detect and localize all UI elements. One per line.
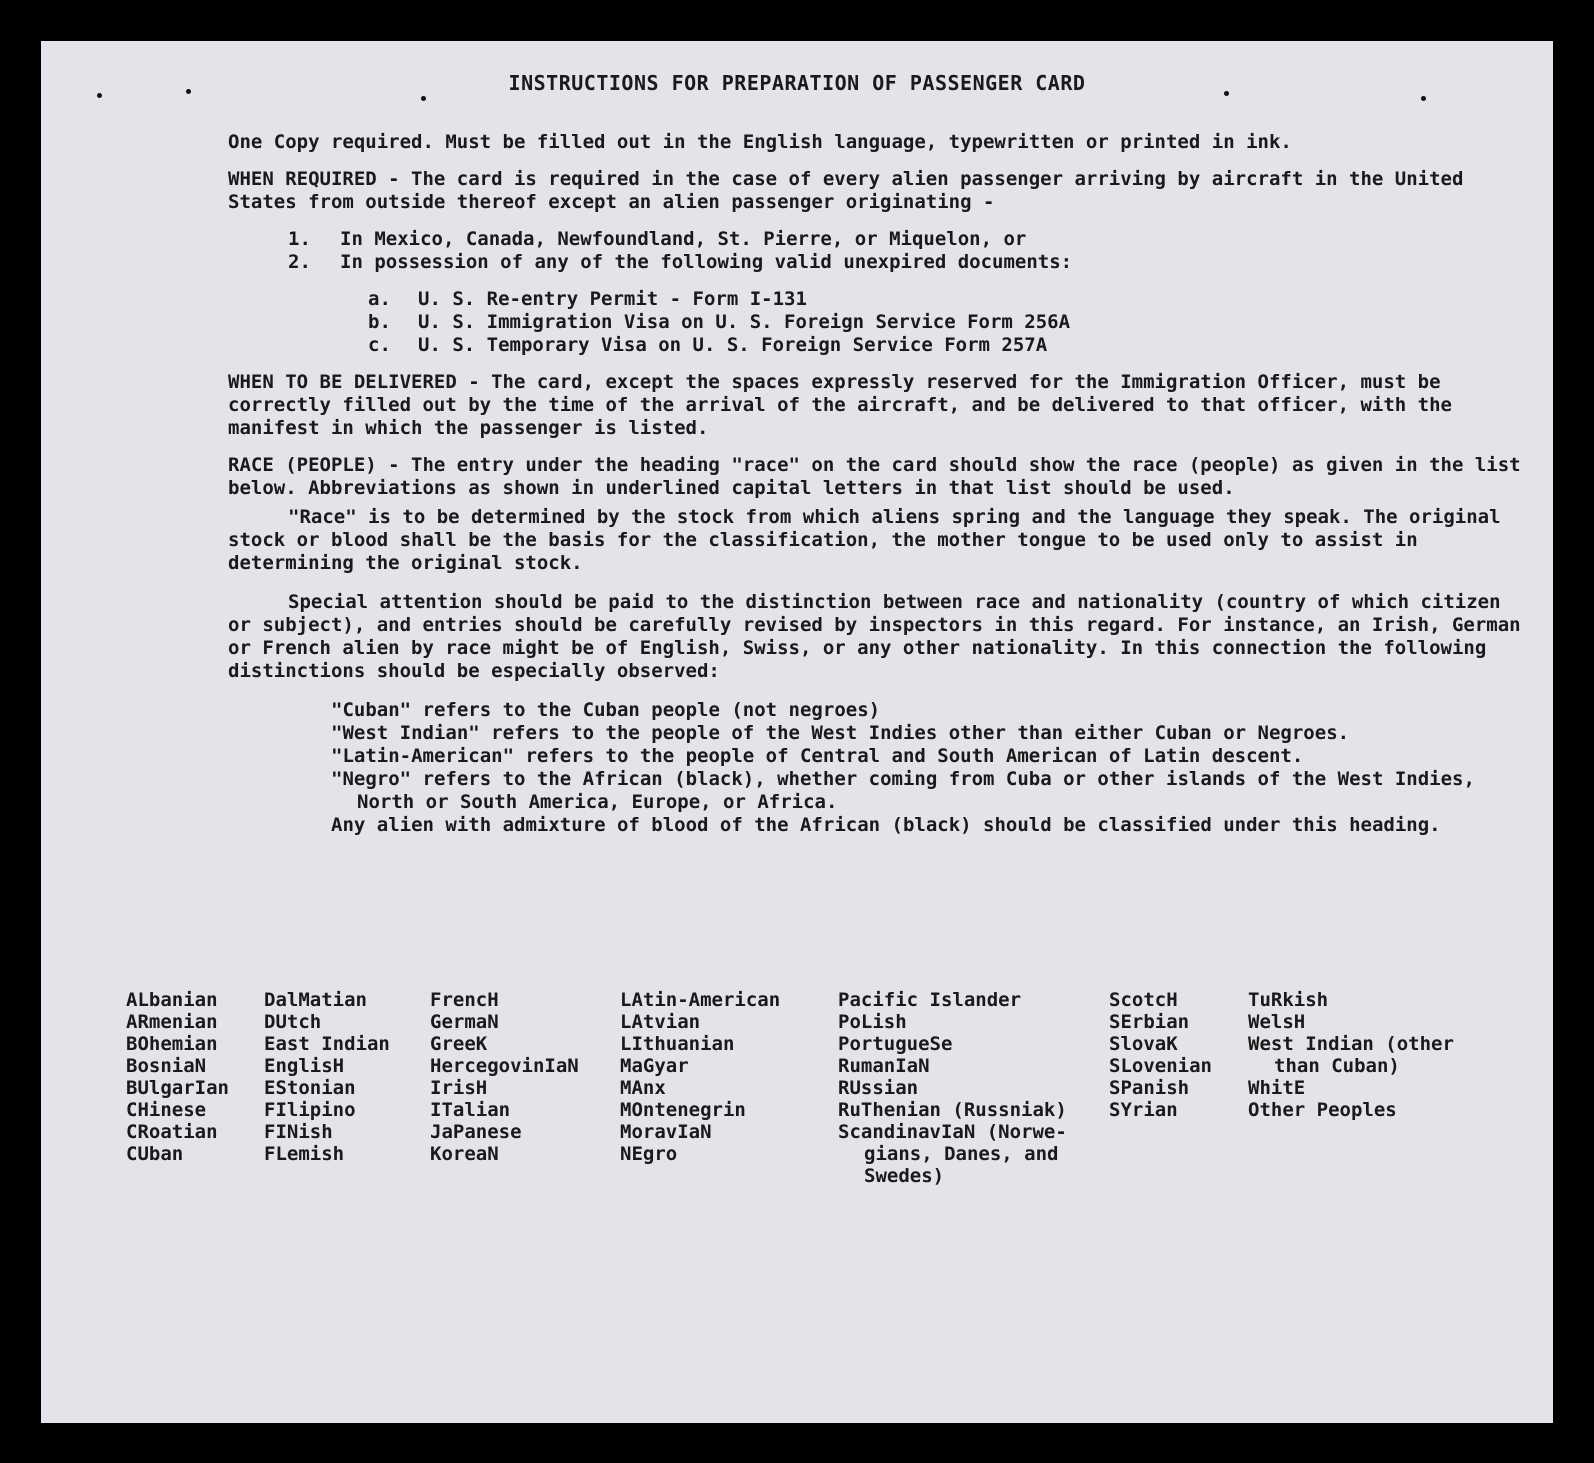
race-item: FrencH (430, 989, 499, 1011)
race-item: ScandinavIaN (Norwe- (838, 1121, 1067, 1143)
race-item: KoreaN (430, 1143, 499, 1165)
document-list (368, 288, 1528, 357)
page-title: INSTRUCTIONS FOR PREPARATION OF PASSENGER CARD (508, 71, 1086, 95)
speck-mark (421, 96, 426, 101)
race-item: CRoatian (126, 1121, 218, 1143)
race-item: WelsH (1248, 1011, 1306, 1033)
race-item: FINish (264, 1121, 333, 1143)
race-item: MoravIaN (620, 1121, 712, 1143)
race-item: BUlgarIan (126, 1077, 229, 1099)
race-item: Pacific Islander (838, 989, 1022, 1011)
race-item: West Indian (other (1248, 1033, 1454, 1055)
race-item: NEgro (620, 1143, 678, 1165)
race-item: RuThenian (Russniak) (838, 1099, 1067, 1121)
race-item: JaPanese (430, 1121, 522, 1143)
special-attention-paragraph: Special attention should be paid to the distinction between race and nationality (country of which citizen or subject), and entries should be carefully revised by inspectors in this regard. For instance, an Irish, German or French alien by race might be of English, Swiss, or any other nationality. In this connection the following distinctions should be especially observed: (228, 591, 1521, 682)
race-item: DalMatian (264, 989, 367, 1011)
list-item: 2. In possession of any of the following valid unexpired documents: (288, 251, 1073, 273)
race-item: EnglisH (264, 1055, 345, 1077)
race-item: FIlipino (264, 1099, 356, 1121)
origin-list (288, 228, 1528, 274)
race-column-2 (264, 989, 390, 1165)
race-item: LIthuanian (620, 1033, 735, 1055)
definition-item: "Negro" refers to the African (black), whether coming from Cuba or other islands of the West Indies, North or South America, Europe, or Africa. (331, 768, 1475, 813)
race-item: PortugueSe (838, 1033, 953, 1055)
race-item: than Cuban) (1274, 1055, 1400, 1077)
race-item: LAtvian (620, 1011, 701, 1033)
race-item: GermaN (430, 1011, 499, 1033)
race-item: SYrian (1109, 1099, 1178, 1121)
race-item: CUban (126, 1143, 184, 1165)
race-column-1 (126, 989, 229, 1165)
definition-item: "Latin-American" refers to the people of Central and South American of Latin descent. (331, 745, 1304, 767)
race-column-3 (430, 989, 579, 1165)
definition-item: "West Indian" refers to the people of the West Indies other than either Cuban or Negroes. (331, 722, 1350, 744)
race-item: CHinese (126, 1099, 207, 1121)
list-item: a. U. S. Re-entry Permit - Form I-131 (368, 288, 807, 310)
race-item: MaGyar (620, 1055, 689, 1077)
race-item: LAtin-American (620, 989, 781, 1011)
race-item: Other Peoples (1248, 1099, 1397, 1121)
race-item: East Indian (264, 1033, 390, 1055)
list-item: b. U. S. Immigration Visa on U. S. Foreign Service Form 256A (368, 311, 1071, 333)
race-people-paragraph: RACE (PEOPLE) - The entry under the heading "race" on the card should show the race (people) as given in the list below. Abbreviations as shown in underlined capital letters in that list should be used. (228, 454, 1521, 499)
race-item: ITalian (430, 1099, 511, 1121)
race-item: SErbian (1109, 1011, 1190, 1033)
race-item: MAnx (620, 1077, 666, 1099)
race-item: MOntenegrin (620, 1099, 746, 1121)
race-item: EStonian (264, 1077, 356, 1099)
race-item: GreeK (430, 1033, 488, 1055)
when-delivered-paragraph: WHEN TO BE DELIVERED - The card, except the spaces expressly reserved for the Immigration Officer, must be correctly filled out by the time of the arrival of the aircraft, and be delivered to that officer, with the manifest in which the passenger is listed. (228, 371, 1452, 439)
speck-mark (1421, 96, 1426, 101)
race-column-5 (838, 989, 1067, 1187)
race-item: SLovenian (1109, 1055, 1212, 1077)
race-item: Swedes) (864, 1165, 945, 1187)
race-determined-paragraph: "Race" is to be determined by the stock from which aliens spring and the language they speak. The original stock or blood shall be the basis for the classification, the mother tongue to be used only to assist in determining the original stock. (228, 506, 1501, 574)
definitions-list (331, 699, 1528, 837)
list-item: 1. In Mexico, Canada, Newfoundland, St. Pierre, or Miquelon, or (288, 228, 1027, 250)
definition-item: "Cuban" refers to the Cuban people (not negroes) (331, 699, 881, 721)
race-column-6 (1109, 989, 1212, 1121)
race-item: DUtch (264, 1011, 322, 1033)
intro-paragraph: One Copy required. Must be filled out in the English language, typewritten or printed in ink. (228, 131, 1292, 153)
race-column-4 (620, 989, 780, 1165)
document-page (41, 41, 1553, 1423)
race-item: ScotcH (1109, 989, 1178, 1011)
race-item: gians, Danes, and (864, 1143, 1059, 1165)
race-item: FLemish (264, 1143, 345, 1165)
race-item: PoLish (838, 1011, 907, 1033)
race-item: RUssian (838, 1077, 919, 1099)
definition-item: Any alien with admixture of blood of the African (black) should be classified under this heading. (331, 814, 1441, 836)
race-item: ARmenian (126, 1011, 218, 1033)
race-item: WhitE (1248, 1077, 1306, 1099)
race-item: HercegovinIaN (430, 1055, 579, 1077)
race-item: BOhemian (126, 1033, 218, 1055)
race-item: TuRkish (1248, 989, 1329, 1011)
race-item: ALbanian (126, 989, 218, 1011)
instructions-body (228, 131, 1528, 837)
race-item: RumanIaN (838, 1055, 930, 1077)
race-item: SPanish (1109, 1077, 1190, 1099)
race-item: IrisH (430, 1077, 488, 1099)
race-column-7 (1248, 989, 1454, 1121)
race-item: SlovaK (1109, 1033, 1178, 1055)
race-item: BosniaN (126, 1055, 207, 1077)
list-item: c. U. S. Temporary Visa on U. S. Foreign Service Form 257A (368, 334, 1048, 356)
when-required-paragraph: WHEN REQUIRED - The card is required in the case of every alien passenger arriving by aircraft in the United States from outside thereof except an alien passenger originating - (228, 168, 1464, 213)
